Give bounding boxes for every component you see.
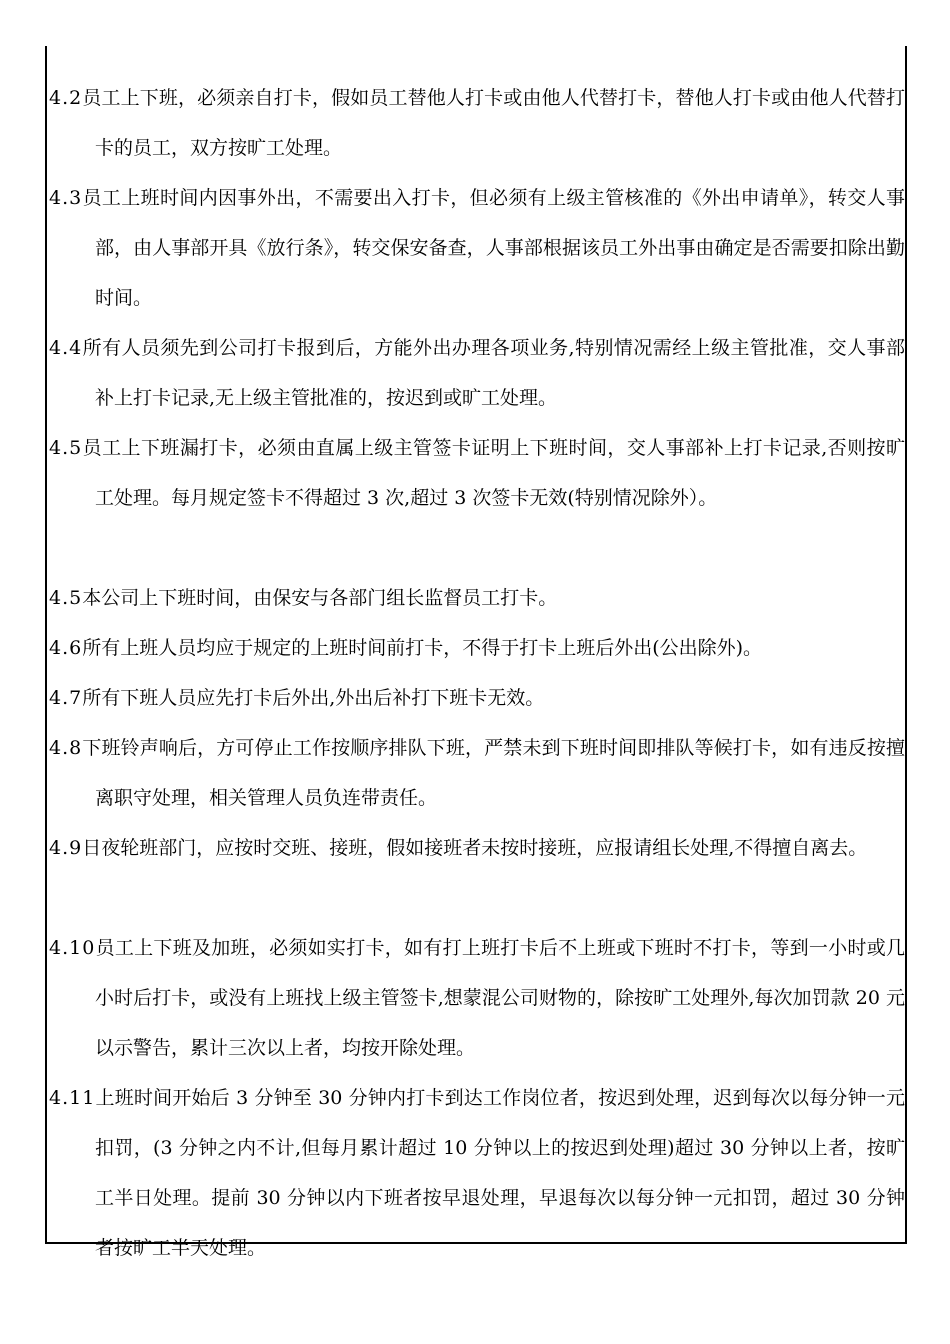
clause-4-9 — [49, 823, 905, 873]
clause-number: 4.2 — [49, 87, 83, 109]
clause-number: 4.11 — [49, 1087, 96, 1109]
clause-text: 上班时间开始后 3 分钟至 30 分钟内打卡到达工作岗位者，按迟到处理，迟到每次以每分钟一元扣罚，(3 分钟之内不计,但每月累计超过 10 分钟以上的按迟到处理)超过 30 分钟以上者，按旷工半日处理。提前 30 分钟以内下班者按早退处理，早退每次以每分钟一元扣罚，超过 30 分钟者按旷工半天处理。 — [95, 1087, 905, 1259]
clause-text: 所有上班人员均应于规定的上班时间前打卡，不得于打卡上班后外出(公出除外)。 — [82, 637, 763, 659]
clause-text: 所有下班人员应先打卡后外出,外出后补打下班卡无效。 — [82, 687, 545, 709]
clause-4-3 — [49, 173, 905, 323]
clause-number: 4.9 — [49, 837, 83, 859]
clause-number: 4.8 — [49, 737, 83, 759]
clause-4-2 — [49, 73, 905, 173]
clause-4-6 — [49, 623, 905, 673]
clause-number: 4.7 — [49, 687, 83, 709]
clause-text: 员工上下班漏打卡，必须由直属上级主管签卡证明上下班时间，交人事部补上打卡记录,否则按旷工处理。每月规定签卡不得超过 3 次,超过 3 次签卡无效(特别情况除外）。 — [82, 437, 905, 509]
clause-number: 4.4 — [49, 337, 83, 359]
clause-text: 员工上下班及加班，必须如实打卡，如有打上班打卡后不上班或下班时不打卡，等到一小时或几小时后打卡，或没有上班找上级主管签卡,想蒙混公司财物的，除按旷工处理外,每次加罚款 20 元以示警告，累计三次以上者，均按开除处理。 — [95, 937, 905, 1059]
clause-4-5-b — [49, 573, 905, 623]
clause-number: 4.10 — [49, 937, 96, 959]
clause-text: 本公司上下班时间，由保安与各部门组长监督员工打卡。 — [82, 587, 558, 609]
clause-4-5-a — [49, 423, 905, 523]
clause-number: 4.5 — [49, 587, 83, 609]
clause-4-8 — [49, 723, 905, 823]
clause-4-4 — [49, 323, 905, 423]
clause-number: 4.3 — [49, 187, 83, 209]
clause-text: 日夜轮班部门，应按时交班、接班，假如接班者未按时接班，应报请组长处理,不得擅自离去。 — [82, 837, 868, 859]
clause-4-10 — [49, 923, 905, 1073]
clause-number: 4.5 — [49, 437, 83, 459]
clause-text: 所有人员须先到公司打卡报到后，方能外出办理各项业务,特别情况需经上级主管批准，交人事部补上打卡记录,无上级主管批准的，按迟到或旷工处理。 — [82, 337, 905, 409]
document-frame — [45, 46, 907, 1259]
clause-text: 员工上班时间内因事外出，不需要出入打卡，但必须有上级主管核准的《外出申请单》，转交人事部，由人事部开具《放行条》，转交保安备查，人事部根据该员工外出事由确定是否需要扣除出勤时间。 — [82, 187, 905, 309]
clause-number: 4.6 — [49, 637, 83, 659]
clause-text: 下班铃声响后，方可停止工作按顺序排队下班，严禁未到下班时间即排队等候打卡，如有违反按擅离职守处理，相关管理人员负连带责任。 — [82, 737, 905, 809]
clause-text: 员工上下班，必须亲自打卡，假如员工替他人打卡或由他人代替打卡，替他人打卡或由他人代替打卡的员工，双方按旷工处理。 — [82, 87, 905, 159]
clause-4-7 — [49, 673, 905, 723]
clause-4-11 — [49, 1073, 905, 1273]
